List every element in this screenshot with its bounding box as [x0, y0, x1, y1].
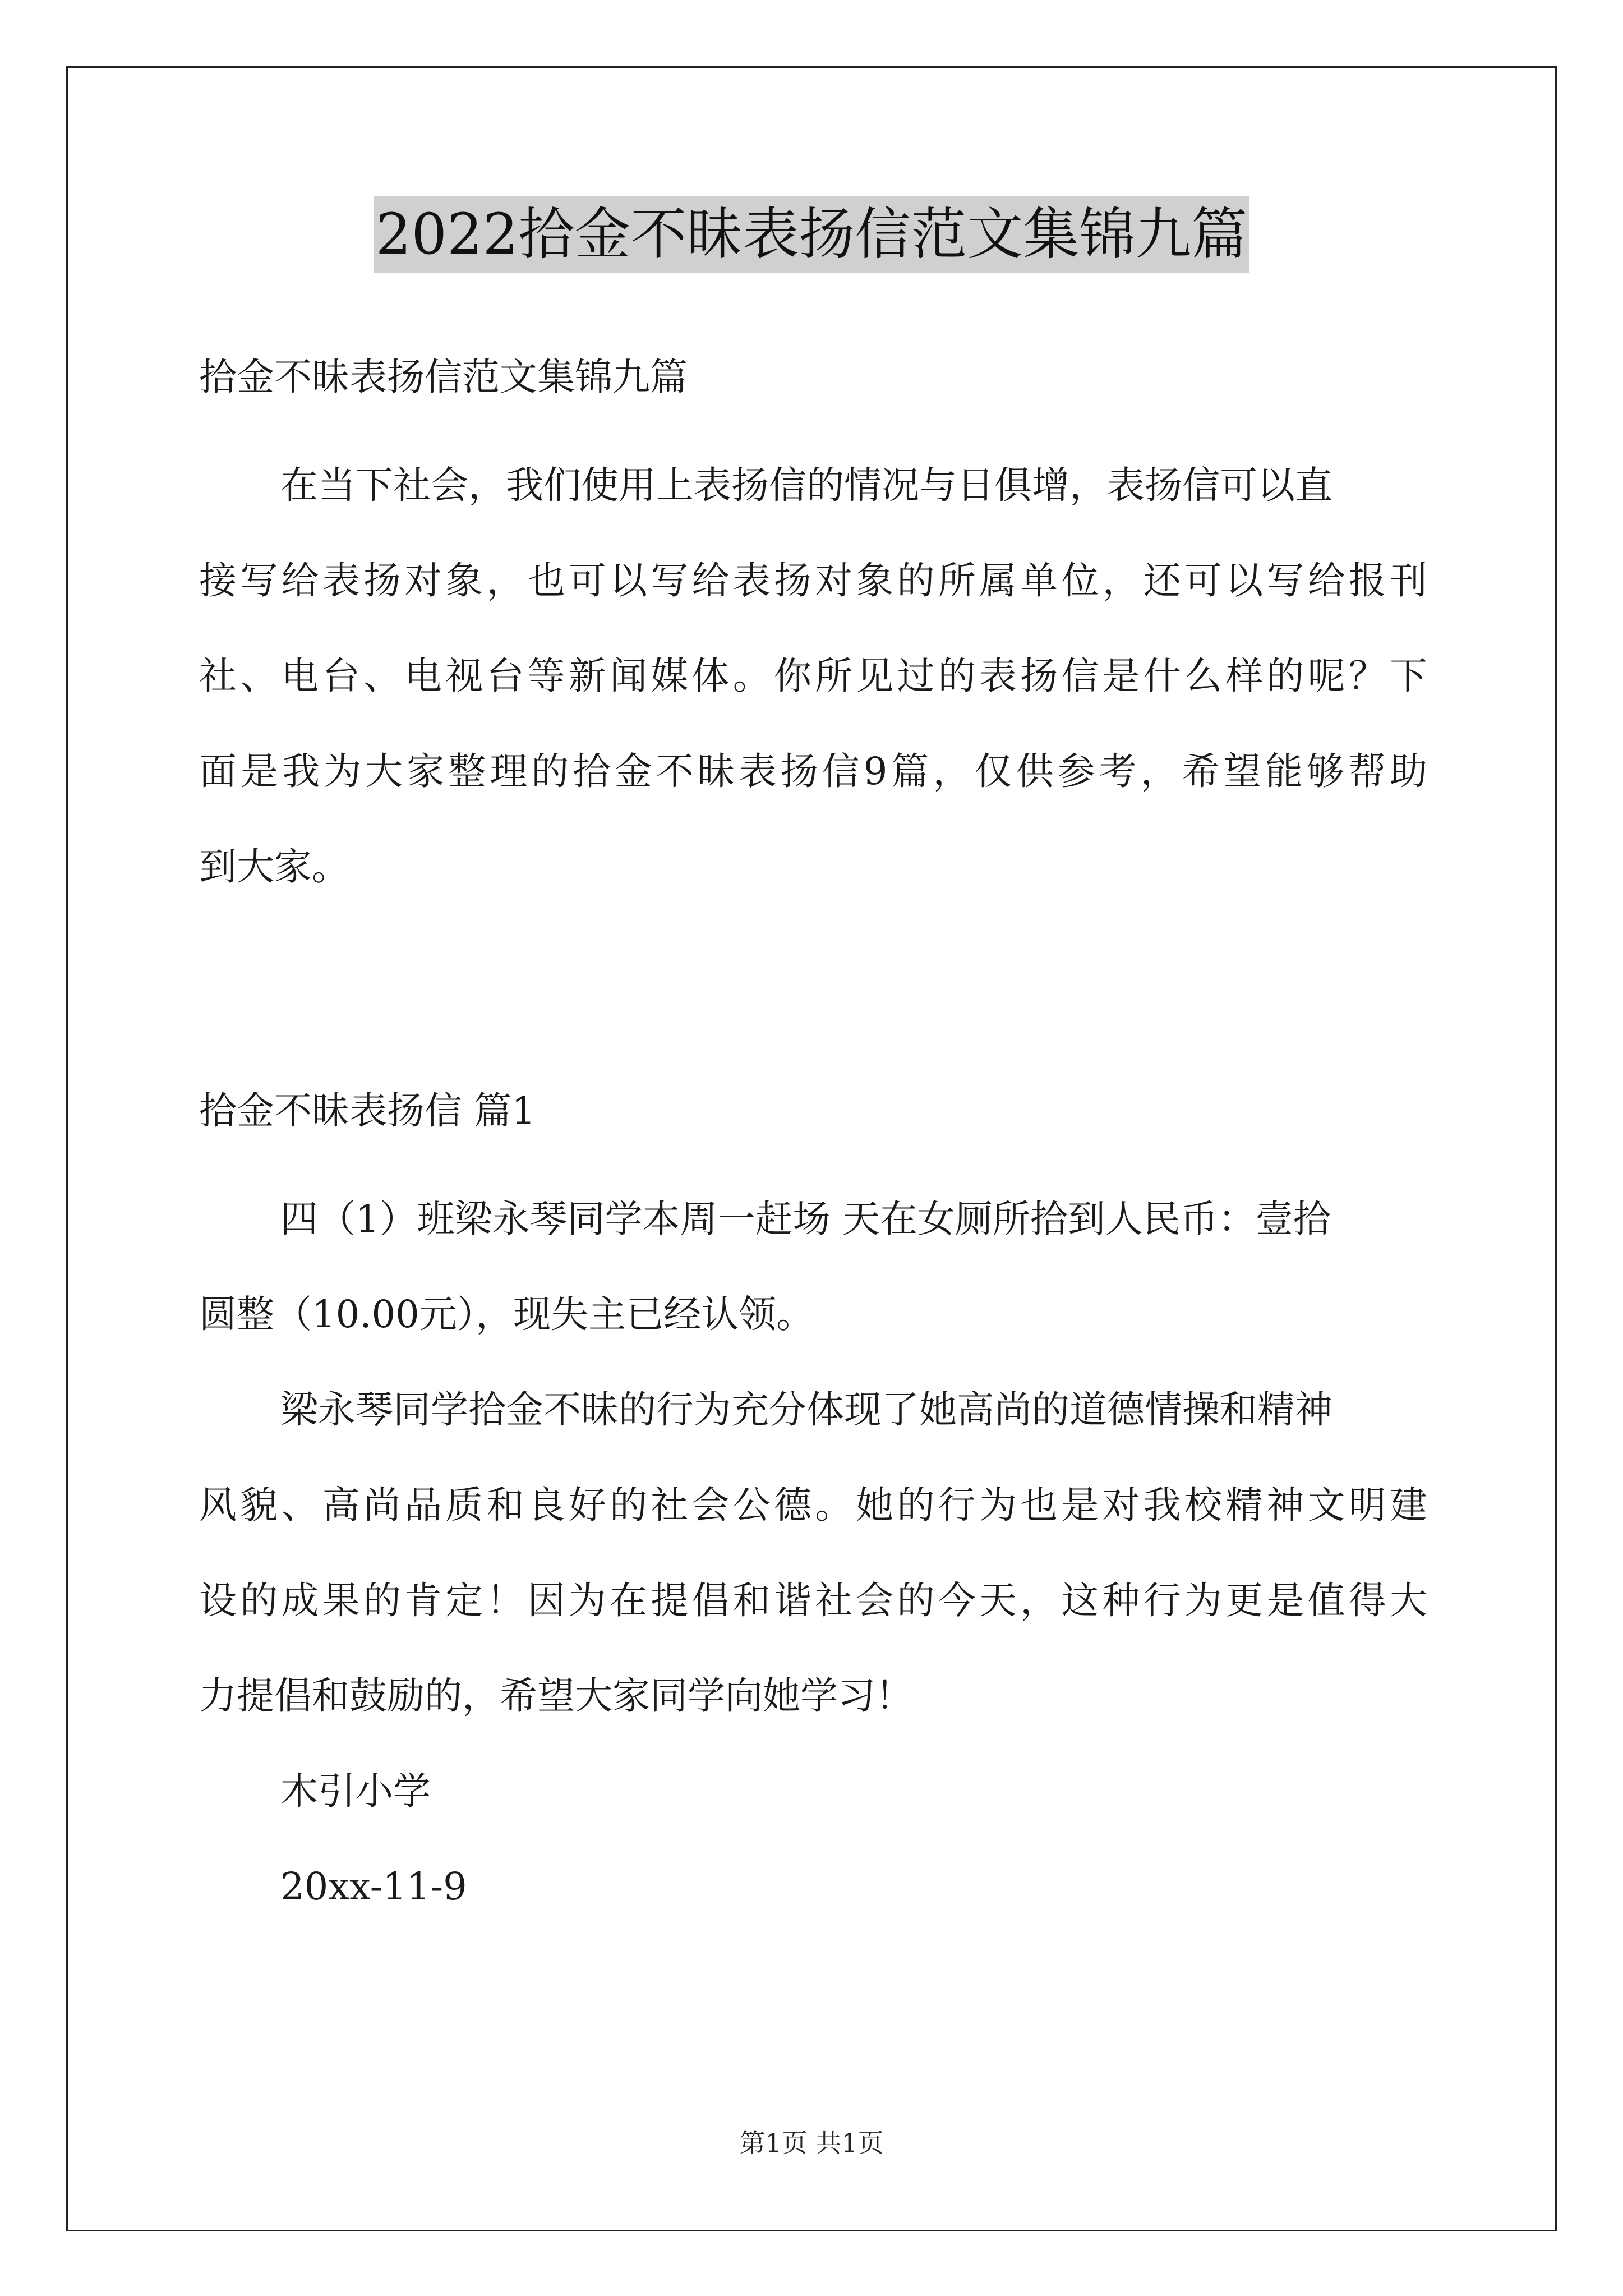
para2-line-2: 风貌、高尚品质和良好的社会公德。她的行为也是对我校精神文明建 [199, 1483, 1427, 1527]
para1-line-2: 圆整（10.00元），现失主已经认领。 [199, 1292, 814, 1336]
signature: 木引小学 [280, 1769, 431, 1813]
title-container [0, 196, 1623, 273]
document-title: 2022拾金不昧表扬信范文集锦九篇 [374, 196, 1250, 273]
intro-line-2: 接写给表扬对象，也可以写给表扬对象的所属单位，还可以写给报刊 [199, 559, 1427, 602]
letter-date: 20xx-11-9 [280, 1865, 467, 1908]
intro-line-1: 在当下社会，我们使用上表扬信的情况与日俱增，表扬信可以直 [280, 463, 1332, 507]
para1-line-1: 四（1）班梁永琴同学本周一赶场 天在女厕所拾到人民币：壹拾 [280, 1197, 1331, 1241]
section-heading: 拾金不昧表扬信 篇1 [199, 1089, 536, 1133]
para2-line-4: 力提倡和鼓励的，希望大家同学向她学习！ [199, 1674, 913, 1718]
para2-line-1: 梁永琴同学拾金不昧的行为充分体现了她高尚的道德情操和精神 [280, 1388, 1332, 1432]
subtitle: 拾金不昧表扬信范文集锦九篇 [199, 355, 688, 399]
intro-line-4: 面是我为大家整理的拾金不昧表扬信9篇，仅供参考，希望能够帮助 [199, 749, 1427, 793]
para2-line-3: 设的成果的肯定！因为在提倡和谐社会的今天，这种行为更是值得大 [199, 1579, 1427, 1622]
intro-line-3: 社、电台、电视台等新闻媒体。你所见过的表扬信是什么样的呢？下 [199, 654, 1427, 698]
intro-line-5: 到大家。 [199, 845, 349, 889]
page-footer: 第1页 共1页 [739, 2128, 884, 2158]
